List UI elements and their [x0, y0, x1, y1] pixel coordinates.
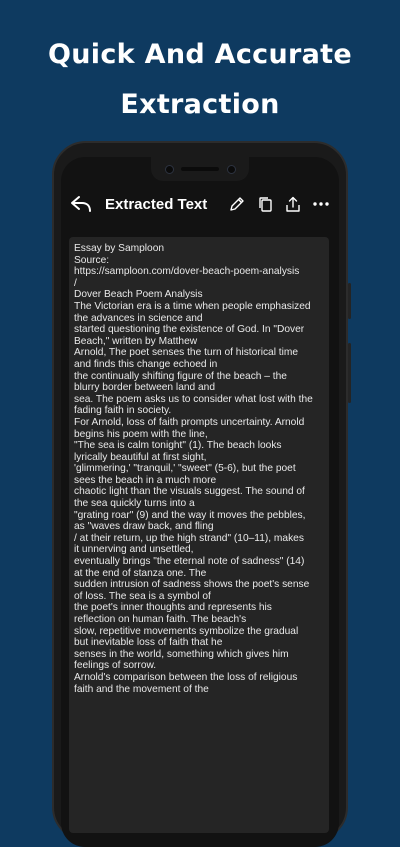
text-line: of loss. The sea is a symbol of — [74, 590, 211, 602]
text-line: "grating roar" (9) and the way it moves the pebbles, — [74, 509, 306, 521]
text-line: "The sea is calm tonight" (1). The beach looks — [74, 440, 282, 452]
text-line: lyrically beautiful at first sight, — [74, 451, 207, 463]
text-line: / — [74, 277, 77, 289]
text-line: sea. The poem asks us to consider what lost with the — [74, 393, 313, 405]
more-horizontal-icon — [312, 201, 330, 207]
text-line: / at their return, up the high strand" (10–11), makes — [74, 532, 304, 544]
edit-button[interactable] — [223, 190, 251, 218]
power-button — [348, 283, 351, 319]
text-line: and finds this change echoed in — [74, 358, 218, 370]
text-line: Dover Beach Poem Analysis — [74, 289, 203, 301]
text-line: the advances in science and — [74, 312, 203, 324]
text-line: as "waves draw back, and fling — [74, 521, 214, 533]
reply-arrow-icon — [70, 195, 92, 213]
text-line: sees the beach in a much more — [74, 474, 217, 486]
text-line: Arnold, The poet senses the turn of historical time — [74, 347, 299, 359]
back-button[interactable] — [67, 190, 95, 218]
pencil-icon — [229, 196, 245, 212]
share-icon — [285, 196, 301, 213]
text-line: faith and the movement of the — [74, 683, 209, 695]
copy-button[interactable] — [251, 190, 279, 218]
text-line: at the end of stanza one. The — [74, 567, 207, 579]
text-line: Beach," written by Matthew — [74, 335, 198, 347]
more-options-button[interactable] — [307, 190, 335, 218]
text-line: senses in the world, something which gives him — [74, 648, 289, 660]
extracted-text-body — [69, 237, 329, 695]
text-line: Arnold's comparison between the loss of religious — [74, 671, 298, 683]
text-line: Source: — [74, 254, 110, 266]
text-line: started questioning the existence of God. In "Dover — [74, 324, 305, 336]
text-line: eventually brings "the eternal note of sadness" (14) — [74, 556, 305, 568]
extracted-text-panel[interactable] — [69, 237, 329, 833]
text-line: For Arnold, loss of faith prompts uncertainty. Arnold — [74, 416, 305, 428]
volume-button — [348, 343, 351, 403]
text-line: the sea quickly turns into a — [74, 498, 195, 510]
text-line: but inevitable loss of faith that he — [74, 637, 223, 649]
headline-line-1: Quick And Accurate — [48, 39, 352, 70]
text-line: Essay by Samploon — [74, 243, 165, 254]
text-line: blurry border between land and — [74, 382, 216, 394]
text-line: reflection on human faith. The beach's — [74, 614, 247, 625]
text-line: begins his poem with the line, — [74, 428, 208, 440]
app-bar — [61, 185, 339, 223]
share-button[interactable] — [279, 190, 307, 218]
phone-notch — [151, 157, 249, 181]
text-line: feelings of sorrow. — [74, 660, 157, 672]
headline-line-2: Extraction — [120, 89, 280, 120]
text-line: slow, repetitive movements symbolize the gradual — [74, 625, 299, 637]
front-camera — [165, 165, 174, 174]
earpiece-speaker — [181, 167, 219, 171]
phone-mockup — [52, 141, 348, 841]
text-line: https://samploon.com/dover-beach-poem-analysis — [74, 266, 300, 278]
text-line: chaotic light than the visuals suggest. The sound of — [74, 486, 305, 498]
front-sensor — [227, 165, 236, 174]
text-line: the continually shifting figure of the beach – the — [74, 370, 287, 382]
text-line: it unnerving and unsettled, — [74, 544, 194, 556]
screen-title: Extracted Text — [105, 195, 208, 213]
text-line: The Victorian era is a time when people emphasized — [74, 300, 311, 312]
text-line: fading faith in society. — [74, 405, 172, 417]
copy-icon — [257, 196, 273, 213]
text-line: the poet's inner thoughts and represents his — [74, 602, 272, 614]
phone-screen — [61, 157, 339, 847]
promo-headline — [0, 30, 400, 130]
text-line: sudden intrusion of sadness shows the poet's sense — [74, 579, 310, 591]
text-line: 'glimmering,' "tranquil,' "sweet" (5-6), but the poet — [74, 463, 296, 475]
